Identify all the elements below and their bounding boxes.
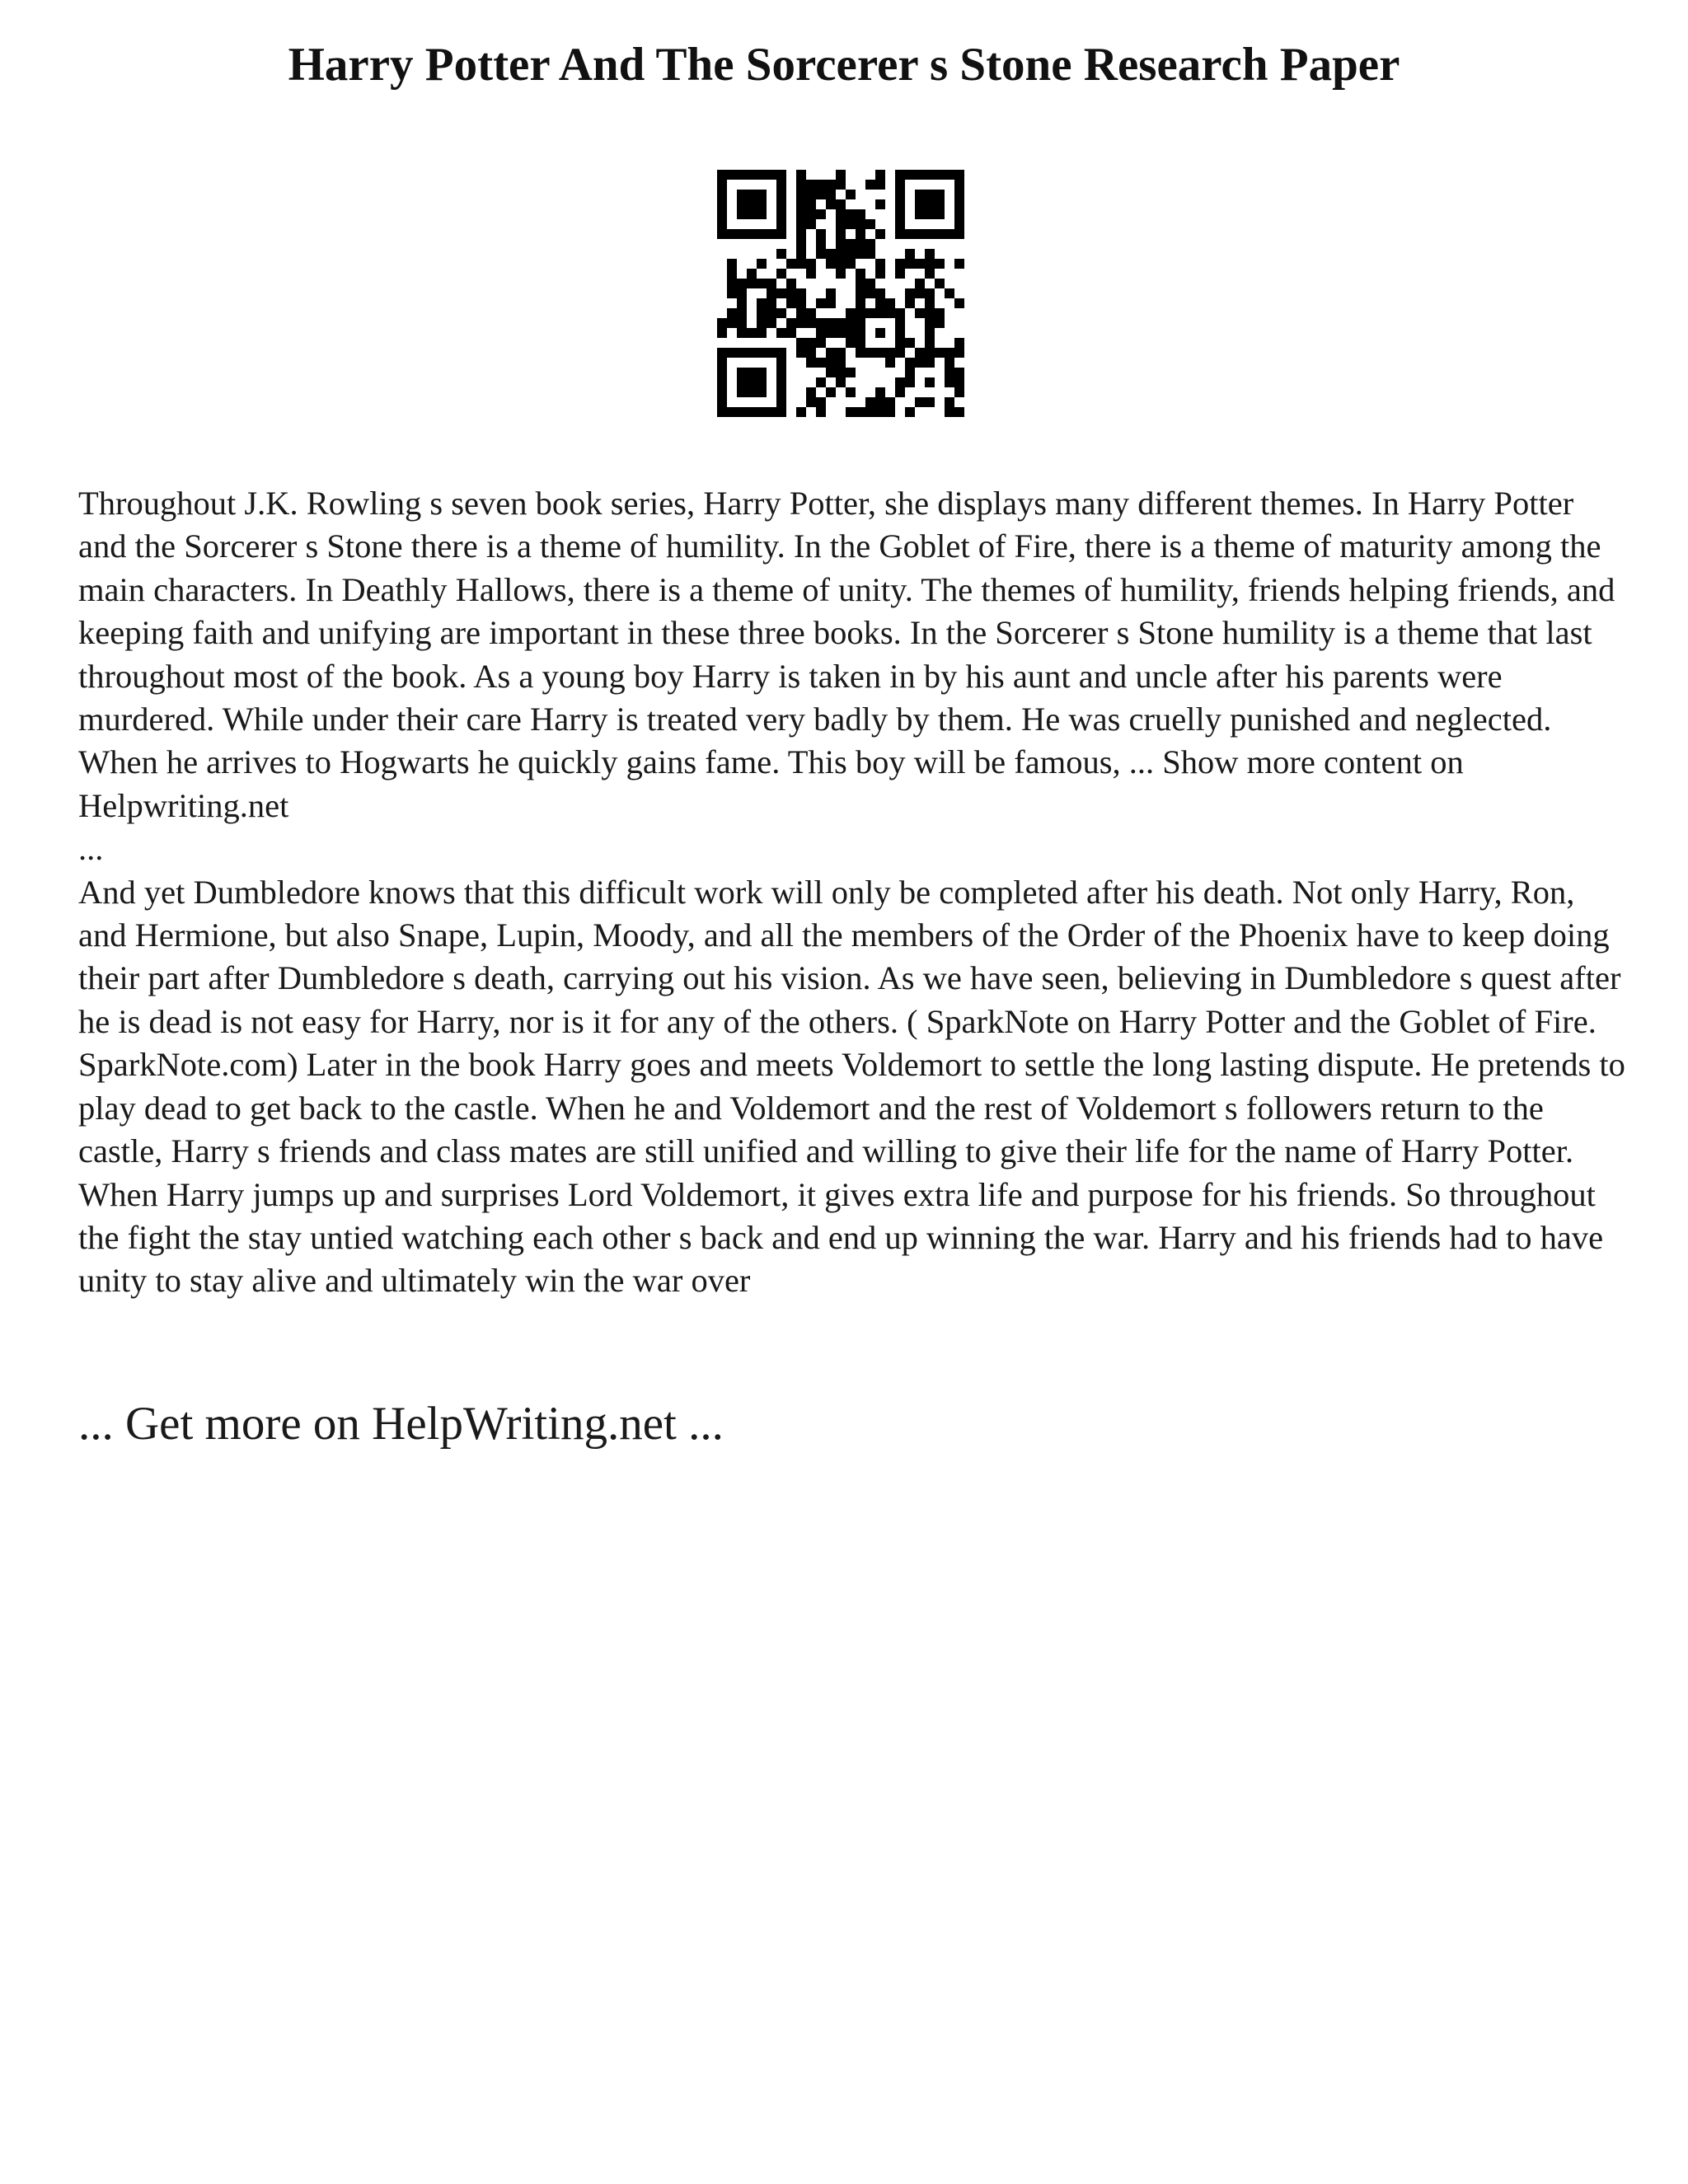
ellipsis-line: ... [78,830,104,868]
page-title: Harry Potter And The Sorcerer s Stone Research Paper [288,39,1400,91]
article-body [78,482,1628,1303]
qr-code-icon [717,170,964,417]
paragraph-1: Throughout J.K. Rowling s seven book series, Harry Potter, she displays many different themes. In Harry Potter and the Sorcerer s Stone there is a theme of humility. In the Goblet of Fire, there is a theme of maturity among the main characters. In Deathly Hallows, there is a theme of unity. The themes of humility, friends helping friends, and keeping faith and unifying are important in these three books. In the Sorcerer s Stone humility is a theme that last throughout most of the book. As a young boy Harry is taken in by his aunt and uncle after his parents were murdered. While under their care Harry is treated very badly by them. He was cruelly punished and neglected. When he arrives to Hogwarts he quickly gains fame. This boy will be famous, ... Show more content on Helpwriting.net [78,485,1615,824]
paragraph-2: And yet Dumbledore knows that this difficult work will only be completed after his death. Not only Harry, Ron, and Hermione, but also Snape, Lupin, Moody, and all the members of the Order of the Phoenix have to keep doing their part after Dumbledore s death, carrying out his vision. As we have seen, believing in Dumbledore s quest after he is dead is not easy for Harry, nor is it for any of the others. ( SparkNote on Harry Potter and the Goblet of Fire. SparkNote.com) Later in the book Harry goes and meets Voldemort to settle the long lasting dispute. He pretends to play dead to get back to the castle. When he and Voldemort and the rest of Voldemort s followers return to the castle, Harry s friends and class mates are still unified and willing to give their life for the name of Harry Potter. When Harry jumps up and surprises Lord Voldemort, it gives extra life and purpose for his friends. So throughout the fight the stay untied watching each other s back and end up winning the war. Harry and his friends had to have unity to stay alive and ultimately win the war over [78,873,1625,1300]
get-more-link[interactable]: ... Get more on HelpWriting.net ... [78,1398,724,1450]
